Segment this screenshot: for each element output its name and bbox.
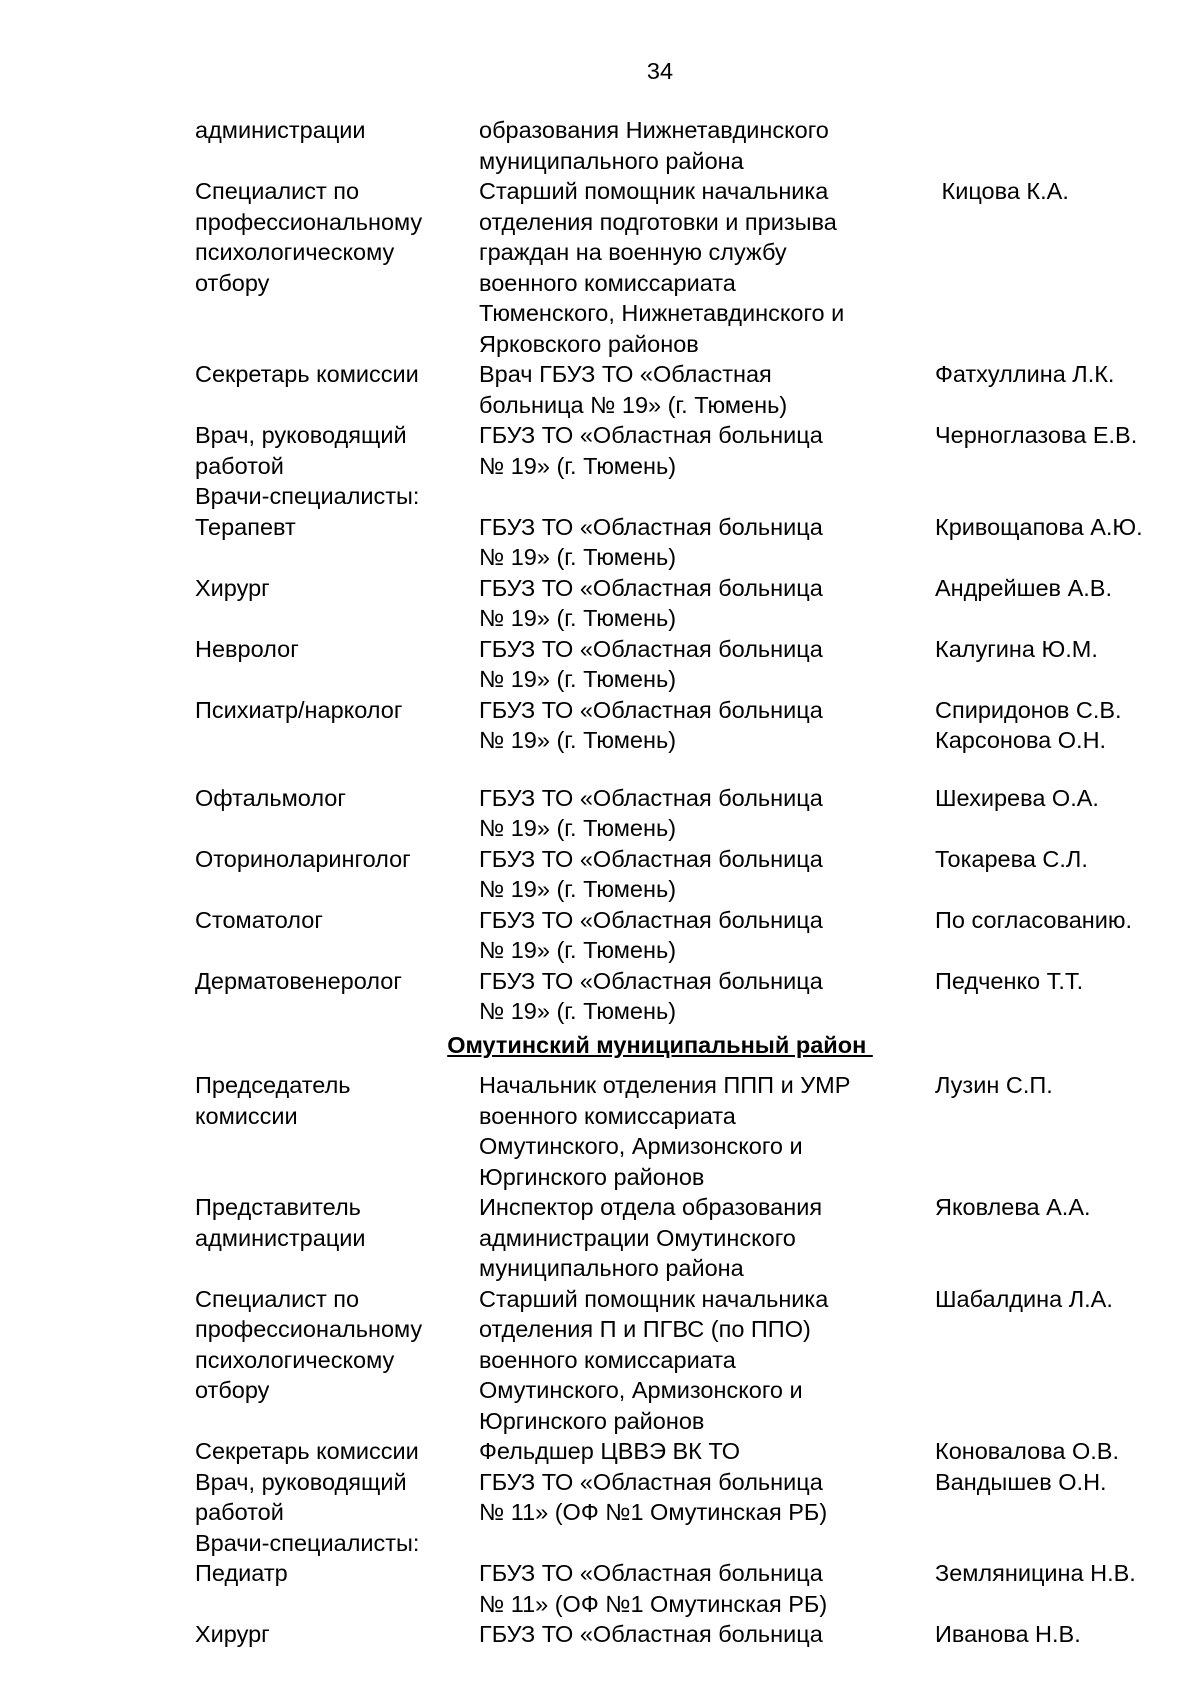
name-cell: Яковлева А.А. [935, 1194, 1091, 1220]
section-heading: Омутинский муниципальный район [447, 1032, 873, 1058]
org-cell: ГБУЗ ТО «Областная больница № 19» (г. Тюмень) [479, 635, 823, 692]
role-cell: Врачи-специалисты: [195, 483, 420, 509]
org-cell: Старший помощник начальника отделения подготовки и призыва граждан на военную службу военного комиссариата Тюменского, Нижнетавдинского и Ярковского районов [479, 178, 845, 357]
org-cell: ГБУЗ ТО «Областная больница № 19» (г. Тюмень) [479, 696, 823, 753]
org-cell: ГБУЗ ТО «Областная больница [479, 1621, 823, 1647]
name-cell: Шабалдина Л.А. [935, 1285, 1113, 1312]
name-cell: Калугина Ю.М. [935, 635, 1098, 662]
role-cell: Оториноларинголог [195, 845, 411, 872]
org-cell: ГБУЗ ТО «Областная больница № 19» (г. Тюмень) [479, 845, 823, 902]
name-cell: Андрейшев А.В. [935, 574, 1112, 601]
org-cell: ГБУЗ ТО «Областная больница № 19» (г. Тюмень) [479, 422, 823, 479]
name-cell: Иванова Н.В. [935, 1621, 1081, 1647]
role-cell: Педиатр [195, 1560, 288, 1586]
name-cell: Земляницина Н.В. [935, 1560, 1136, 1586]
org-cell: ГБУЗ ТО «Областная больница № 19» (г. Тюмень) [479, 513, 823, 570]
org-cell: ГБУЗ ТО «Областная больница № 19» (г. Тюмень) [479, 967, 823, 1024]
org-cell: Начальник отделения ППП и УМР военного комиссариата Омутинского, Армизонского и Юргинского районов [479, 1072, 851, 1190]
role-cell: Врачи-специалисты: [195, 1529, 420, 1556]
name-cell: По согласованию. [935, 906, 1133, 933]
role-cell: Специалист по профессиональному психологическому отбору [195, 178, 423, 296]
org-cell: Врач ГБУЗ ТО «Областная больница № 19» (г. Тюмень) [479, 361, 788, 418]
role-cell: Офтальмолог [195, 784, 346, 811]
name-cell: Вандышев О.Н. [935, 1468, 1107, 1495]
role-cell: администрации [195, 117, 366, 143]
org-cell: образования Нижнетавдинского муниципального района [479, 117, 829, 174]
role-cell: Специалист по профессиональному психологическому отбору [195, 1285, 423, 1403]
role-cell: Невролог [195, 635, 299, 662]
role-cell: Секретарь комиссии [195, 361, 419, 387]
name-cell: Кривощапова А.Ю. [935, 513, 1143, 540]
role-cell: Хирург [195, 1621, 270, 1647]
role-cell: Психиатр/нарколог [195, 696, 403, 723]
org-cell: ГБУЗ ТО «Областная больница № 11» (ОФ №1 Омутинская РБ) [479, 1468, 828, 1525]
role-cell: Стоматолог [195, 906, 323, 933]
name-cell: Спиридонов С.В. Карсонова О.Н. [935, 696, 1122, 753]
role-cell: Дерматовенеролог [195, 967, 402, 994]
name-cell: Шехирева О.А. [935, 784, 1099, 811]
org-cell: ГБУЗ ТО «Областная больница № 19» (г. Тюмень) [479, 906, 823, 963]
role-cell: Секретарь комиссии [195, 1438, 419, 1464]
name-cell: Фатхуллина Л.К. [935, 361, 1115, 387]
name-cell: Лузин С.П. [935, 1072, 1053, 1098]
name-cell: Токарева С.Л. [935, 845, 1088, 872]
org-cell: Инспектор отдела образования администрации Омутинского муниципального района [479, 1194, 823, 1281]
name-cell: Коновалова О.В. [935, 1438, 1119, 1464]
role-cell: Хирург [195, 574, 270, 601]
org-cell: ГБУЗ ТО «Областная больница № 19» (г. Тюмень) [479, 574, 823, 631]
org-cell: Фельдшер ЦВВЭ ВК ТО [479, 1438, 740, 1464]
role-cell: Терапевт [195, 513, 296, 540]
org-cell: Старший помощник начальника отделения П и ПГВС (по ППО) военного комиссариата Омутинского, Армизонского и Юргинского районов [479, 1285, 829, 1434]
name-cell: Кицова К.А. [935, 178, 1069, 204]
name-cell: Педченко Т.Т. [935, 967, 1084, 994]
name-cell: Черноглазова Е.В. [935, 422, 1138, 448]
org-cell: ГБУЗ ТО «Областная больница № 11» (ОФ №1 Омутинская РБ) [479, 1560, 828, 1617]
role-cell: Председатель комиссии [195, 1072, 351, 1129]
page-number: 34 [646, 58, 674, 84]
role-cell: Врач, руководящий работой [195, 422, 407, 479]
role-cell: Врач, руководящий работой [195, 1468, 407, 1525]
role-cell: Представитель администрации [195, 1194, 366, 1251]
org-cell: ГБУЗ ТО «Областная больница № 19» (г. Тюмень) [479, 784, 823, 841]
